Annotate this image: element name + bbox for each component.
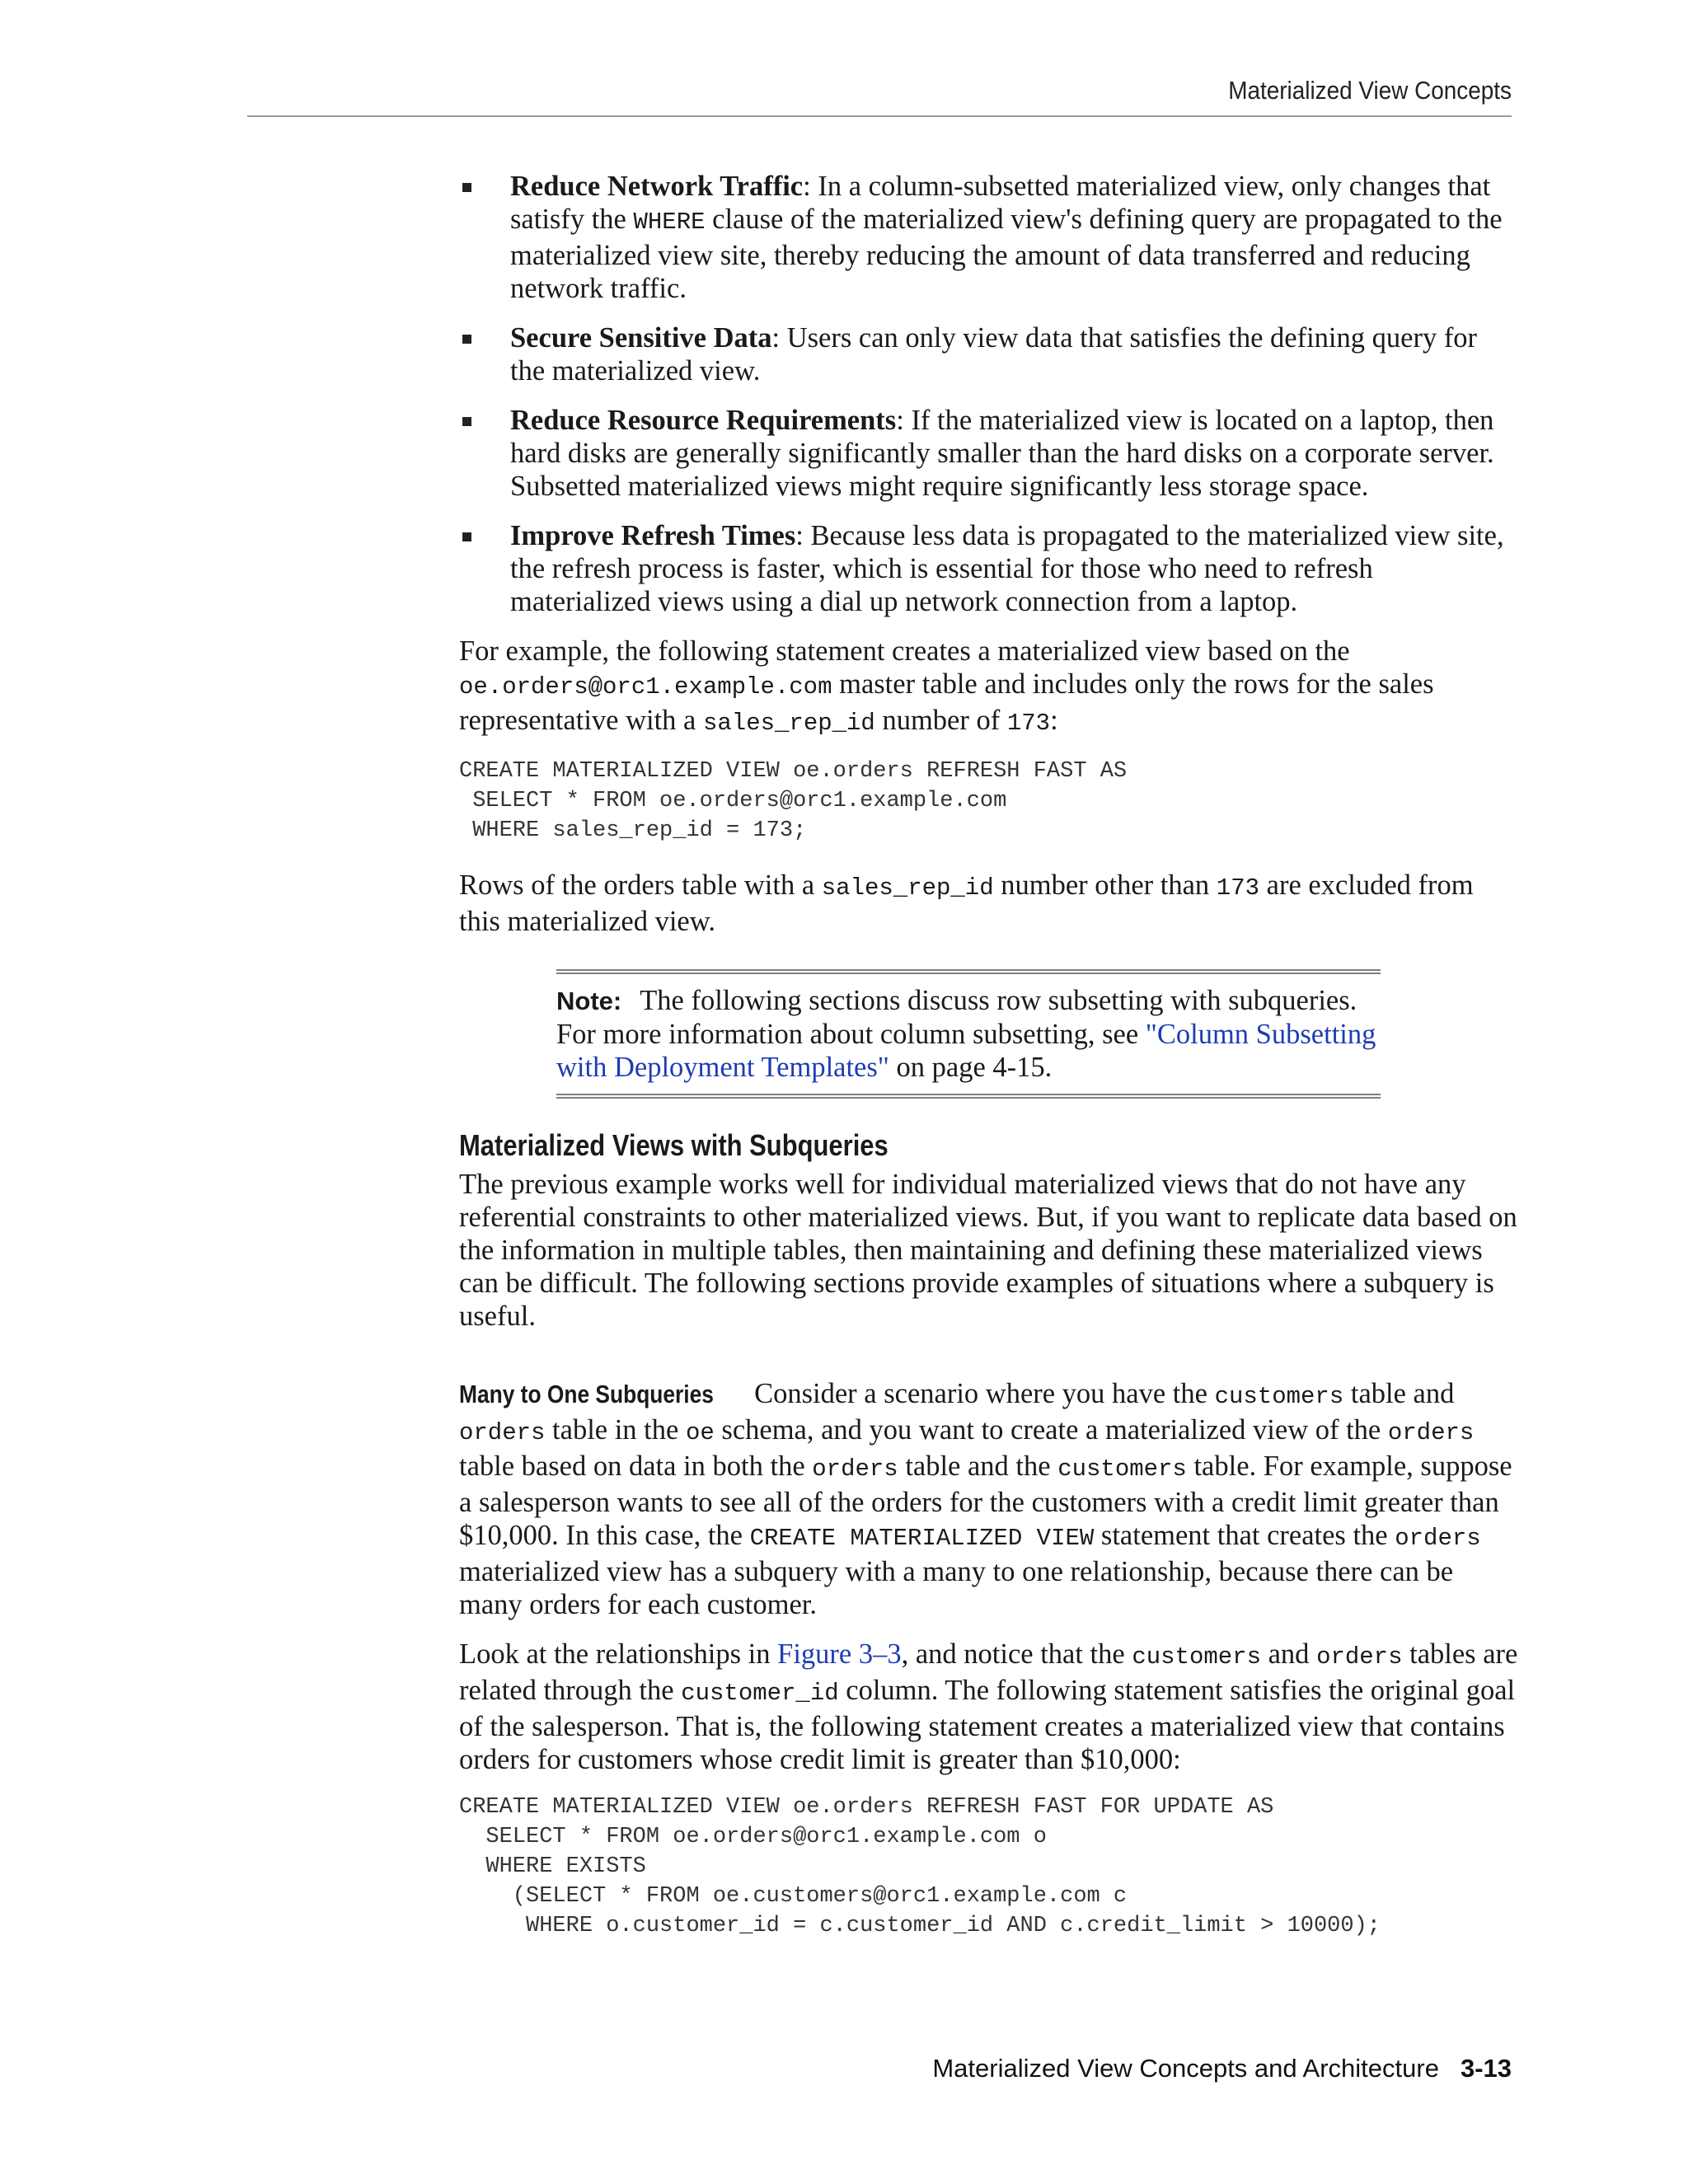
header-rule [247, 115, 1512, 117]
footer-book-title: Materialized View Concepts and Architecture [932, 2054, 1439, 2083]
code-block-1: CREATE MATERIALIZED VIEW oe.orders REFRESH FAST AS SELECT * FROM oe.orders@orc1.example.com WHERE sales_rep_id = 173; [459, 759, 1128, 843]
rows-paragraph: Rows of the orders table with a sales_rep_id number other than 173 are excluded from this materialized view. [459, 869, 1474, 937]
inline-code: oe.orders@orc1.example.com [459, 673, 832, 701]
inline-code: orders [459, 1419, 546, 1446]
bullet-term: Reduce Resource Requirements [510, 405, 897, 436]
list-item: Reduce Resource Requirements: If the materialized view is located on a laptop, then hard disks are generally significantly smaller than the hard disks on a corporate server. Subsetted materialized views might require significantly less storage space. [459, 404, 1518, 503]
inline-code: sales_rep_id [821, 874, 994, 902]
inline-code: orders [1316, 1643, 1403, 1671]
bullet-term: Reduce Network Traffic [510, 171, 804, 202]
list-item: Reduce Network Traffic: In a column-subsetted materialized view, only changes that satisfy the WHERE clause of the materialized view's defining query are propagated to the materialized view site, thereby reducing the amount of data transferred and reducing network traffic. [459, 170, 1518, 305]
code-block-2: CREATE MATERIALIZED VIEW oe.orders REFRESH FAST FOR UPDATE AS SELECT * FROM oe.orders@orc1.example.com o WHERE EXISTS (SELECT * FROM oe.customers@orc1.example.com c WHERE o.customer_id = c.customer_id AND c.credit_limit > 10000); [459, 1795, 1381, 1938]
page-number: 3-13 [1460, 2054, 1512, 2083]
inline-code: 173 [1216, 874, 1260, 902]
inline-code: customers [1132, 1643, 1261, 1671]
subsection-heading: Many to One Subqueries [459, 1380, 714, 1408]
benefits-list [459, 170, 1518, 618]
note-label: Note: [556, 987, 622, 1015]
inline-code: CREATE MATERIALIZED VIEW [749, 1525, 1095, 1552]
figure-3-3-link[interactable]: Figure 3–3 [777, 1638, 902, 1670]
relationships-paragraph: Look at the relationships in Figure 3–3, and notice that the customers and orders tables are related through the customer_id column. The following statement satisfies the original goal of the salesperson. That is, the following statement creates a materialized view that contains orders for customers whose credit limit is greater than $10,000: [459, 1638, 1518, 1775]
example-paragraph: For example, the following statement creates a materialized view based on the oe.orders@orc1.example.com master table and includes only the rows for the sales representative with a sales_rep_id number of 173: [459, 635, 1434, 737]
inline-code: 173 [1006, 710, 1051, 737]
inline-code: customers [1057, 1455, 1187, 1483]
inline-code: orders [1395, 1525, 1481, 1552]
list-item: Secure Sensitive Data: Users can only view data that satisfies the defining query for the materialized view. [459, 321, 1518, 387]
bullet-term: Secure Sensitive Data [510, 322, 772, 354]
inline-code: sales_rep_id [703, 710, 875, 737]
main-content [459, 170, 1518, 1964]
note-box: Note: The following sections discuss row subsetting with subqueries. For more information about column subsetting, see "Column Subsetting with Deployment Templates" on page 4-15. [556, 969, 1381, 1099]
inline-code: orders [1387, 1419, 1475, 1446]
inline-code: oe [685, 1419, 715, 1446]
inline-code: customers [1214, 1383, 1344, 1410]
bullet-term: Improve Refresh Times [510, 520, 796, 551]
inline-code: orders [812, 1455, 898, 1483]
page-footer [824, 2054, 1512, 2083]
inline-code: customer_id [681, 1680, 839, 1707]
inline-code: WHERE [633, 209, 706, 236]
section-heading: Materialized Views with Subqueries [459, 1128, 889, 1162]
running-header: Materialized View Concepts [1228, 76, 1512, 105]
column-subsetting-link[interactable]: "Column Subsetting with Deployment Templates" [556, 1019, 1376, 1083]
many-to-one-paragraph: Many to One Subqueries Consider a scenario where you have the customers table and orders table in the oe schema, and you want to create a materialized view of the orders table based on data in both the orders table and the customers table. For example, suppose a salesperson wants to see all of the orders for the customers with a credit limit greater than $10,000. In this case, the CREATE MATERIALIZED VIEW statement that creates the orders materialized view has a subquery with a many to one relationship, because there can be many orders for each customer. [459, 1378, 1512, 1620]
section-intro: The previous example works well for individual materialized views that do not have any referential constraints to other materialized views. But, if you want to replicate data based on the information in multiple tables, then maintaining and defining these materialized views can be difficult. The following sections provide examples of situations where a subquery is useful. [459, 1169, 1517, 1332]
list-item: Improve Refresh Times: Because less data is propagated to the materialized view site, the refresh process is faster, which is essential for those who need to refresh materialized views using a dial up network connection from a laptop. [459, 519, 1518, 618]
